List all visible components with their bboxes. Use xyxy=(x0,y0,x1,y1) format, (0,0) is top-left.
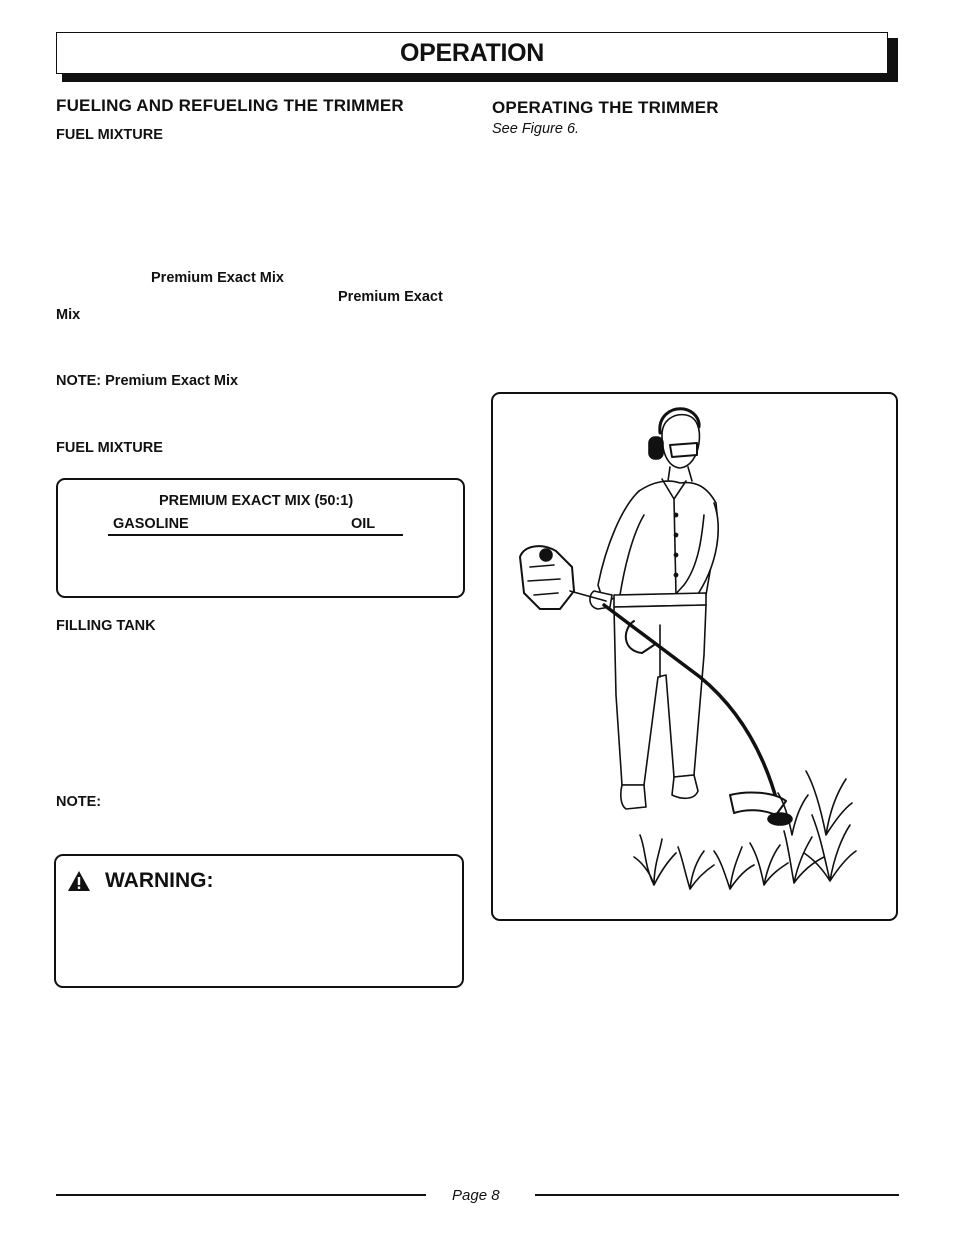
footer-rule-left xyxy=(56,1194,426,1196)
fuel-mixture-heading-2: FUEL MIXTURE xyxy=(56,440,163,456)
operating-section-title: OPERATING THE TRIMMER xyxy=(492,98,719,117)
premium-exact-text: Premium Exact xyxy=(338,289,443,305)
filling-tank-heading: FILLING TANK xyxy=(56,618,156,634)
page-header xyxy=(56,32,888,74)
page-title: OPERATION xyxy=(399,38,545,67)
fuel-mixture-heading: FUEL MIXTURE xyxy=(56,127,163,143)
fueling-section-title: FUELING AND REFUELING THE TRIMMER xyxy=(56,96,404,115)
premium-exact-mix-text: Premium Exact Mix xyxy=(151,270,284,286)
page-number: Page 8 xyxy=(452,1187,500,1204)
mix-table-title: PREMIUM EXACT MIX (50:1) xyxy=(159,493,354,509)
footer-rule-right xyxy=(535,1194,899,1196)
mix-table-header-rule xyxy=(108,534,403,536)
mix-text: Mix xyxy=(56,307,81,323)
warning-title: WARNING: xyxy=(105,869,214,892)
trimmer-operator-illustration xyxy=(494,395,895,918)
mix-table-col-oil: OIL xyxy=(351,516,376,532)
mix-table-col-gasoline: GASOLINE xyxy=(113,516,189,532)
warning-triangle-icon xyxy=(67,870,91,892)
note-label: NOTE: xyxy=(56,794,102,810)
see-figure-ref: See Figure 6. xyxy=(492,121,580,137)
note-premium-exact-mix: NOTE: Premium Exact Mix xyxy=(56,373,239,389)
